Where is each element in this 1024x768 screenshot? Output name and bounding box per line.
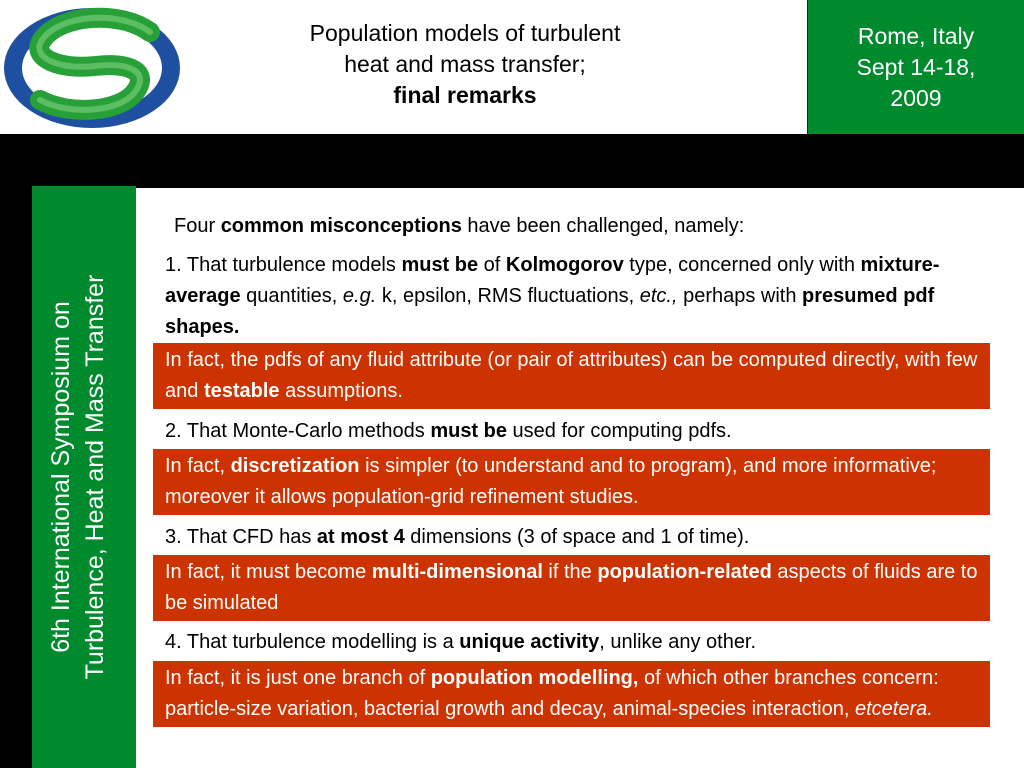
sidebar-line-2: Turbulence, Heat and Mass Transfer [81, 274, 109, 680]
header-divider-band [0, 134, 1024, 188]
title-line-1: Population models of turbulent [309, 20, 621, 46]
sidebar-line-1: 6th International Symposium on [47, 301, 75, 653]
fact-box-2: In fact, discretization is simpler (to understand and to program), and more informative; moreover it allows population-grid refinement studies. [153, 449, 990, 515]
sidebar-shadow [0, 188, 34, 768]
conference-logo [0, 0, 182, 134]
venue-year: 2009 [890, 85, 942, 111]
misconception-4: 4. That turbulence modelling is a unique activity, unlike any other. [165, 631, 757, 653]
venue-city: Rome, Italy [857, 23, 975, 49]
misconception-1: 1. That turbulence models must be of Kolmogorov type, concerned only with mixture-average quantities, e.g. k, epsilon, RMS fluctuations, etc., perhaps with presumed pdf shapes. [165, 254, 940, 338]
sidebar-label [44, 197, 124, 757]
misconception-3: 3. That CFD has at most 4 dimensions (3 of space and 1 of time). [165, 526, 750, 548]
title-line-2: heat and mass transfer; [344, 51, 586, 77]
intro-line: Four common misconceptions have been challenged, namely: [174, 215, 745, 237]
fact-box-4: In fact, it is just one branch of population modelling, of which other branches concern: particle-size variation, bacterial growth and decay, animal-species interaction, etcetera. [153, 661, 990, 727]
misconception-2: 2. That Monte-Carlo methods must be used for computing pdfs. [165, 420, 732, 442]
venue-dates: Sept 14-18, [856, 54, 976, 80]
slide-title [210, 18, 720, 111]
fact-box-1: In fact, the pdfs of any fluid attribute (or pair of attributes) can be computed directly, with few and testable assumptions. [153, 343, 990, 409]
venue-box [807, 0, 1024, 134]
fact-box-3: In fact, it must become multi-dimensional if the population-related aspects of fluids are to be simulated [153, 555, 990, 621]
swirl-logo-icon [0, 0, 182, 134]
title-line-3: final remarks [393, 82, 537, 108]
